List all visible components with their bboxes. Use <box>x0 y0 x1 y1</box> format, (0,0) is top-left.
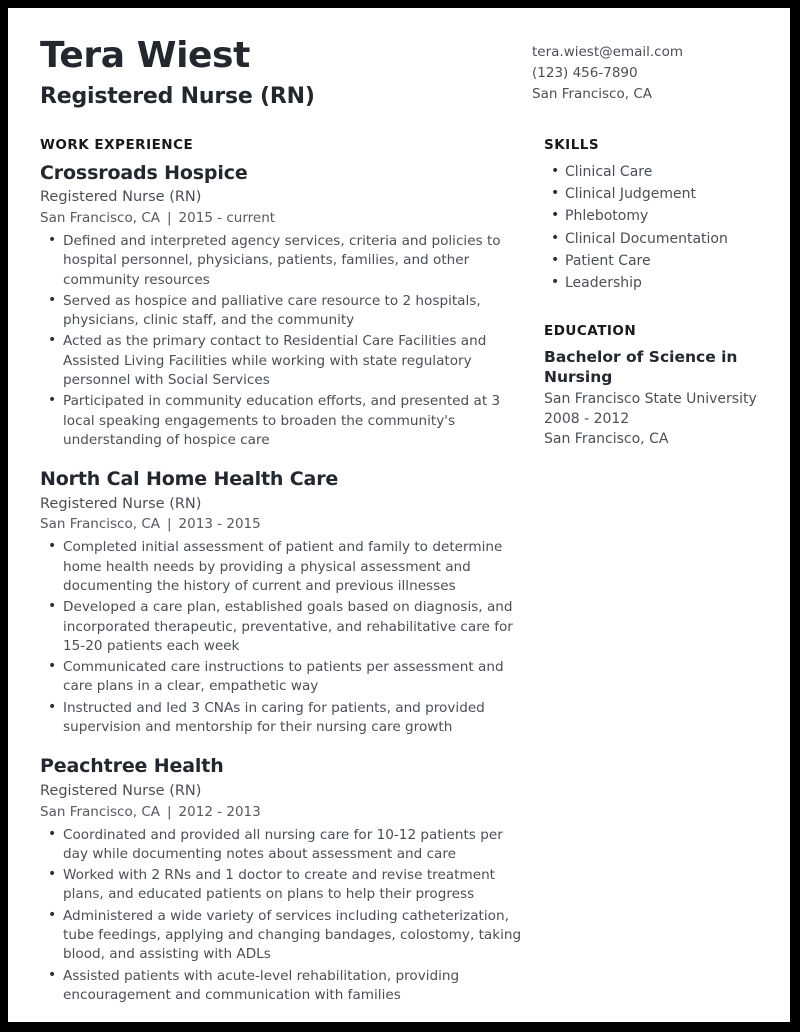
bullet-item: • Defined and interpreted agency services, criteria and policies to hospital personnel, physicians, patients, families, and other community resources <box>40 232 530 290</box>
bullet-item: • Developed a care plan, established goals based on diagnosis, and incorporated therapeutic, preventative, and rehabilitative care for 15-20 patients each week <box>40 598 530 656</box>
work-entry-meta <box>40 515 530 534</box>
bullet-item: • Worked with 2 RNs and 1 doctor to create and revise treatment plans, and educated patients on plans to help their progress <box>40 866 530 905</box>
skills-list <box>544 162 770 294</box>
sidebar-column <box>544 137 770 450</box>
education-degree: Bachelor of Science in Nursing <box>544 348 738 386</box>
meta-separator: | <box>166 516 172 533</box>
bullet-item: • Completed initial assessment of patient and family to determine home health needs by providing a physical assessment and documenting the history of current and previous illnesses <box>40 538 530 596</box>
skill-item: • Leadership <box>544 273 770 293</box>
resume-header <box>40 36 764 111</box>
skills-section <box>544 137 770 294</box>
work-entry-meta <box>40 209 530 228</box>
work-entry-bullets <box>40 826 530 1006</box>
resume-body <box>40 137 764 1008</box>
work-entry-role: Registered Nurse (RN) <box>40 495 202 512</box>
bullet-item: • Communicated care instructions to patients per assessment and care plans in a clear, empathetic way <box>40 658 530 697</box>
work-entry-location: San Francisco, CA <box>40 803 160 820</box>
bullet-item: • Coordinated and provided all nursing care for 10-12 patients per day while documenting notes about assessment and care <box>40 826 530 865</box>
work-experience-column <box>40 137 544 1008</box>
contact-phone[interactable]: (123) 456-7890 <box>532 64 638 81</box>
contact-location: San Francisco, CA <box>532 85 652 102</box>
work-entry-location: San Francisco, CA <box>40 210 160 227</box>
contact-email[interactable]: tera.wiest@email.com <box>532 44 683 60</box>
skill-item: • Phlebotomy <box>544 206 770 226</box>
work-entry-role: Registered Nurse (RN) <box>40 783 202 800</box>
work-entry-organization: Crossroads Hospice <box>40 161 248 184</box>
work-entry-organization: North Cal Home Health Care <box>40 468 339 491</box>
education-dates: 2008 - 2012 <box>544 411 630 428</box>
work-entry-role: Registered Nurse (RN) <box>40 189 202 206</box>
work-entry-dates: 2012 - 2013 <box>178 803 261 820</box>
work-entry-organization: Peachtree Health <box>40 755 224 778</box>
work-entry-bullets <box>40 232 530 450</box>
work-entry-dates: 2015 - current <box>178 210 276 227</box>
bullet-item: • Assisted patients with acute-level rehabilitation, providing encouragement and communication with families <box>40 967 530 1006</box>
contact-block <box>532 36 764 105</box>
candidate-name: Tera Wiest <box>40 35 250 76</box>
work-entry <box>40 162 530 450</box>
skill-item: • Patient Care <box>544 251 770 271</box>
work-entry <box>40 468 530 737</box>
work-entry <box>40 755 530 1005</box>
bullet-item: • Acted as the primary contact to Residential Care Facilities and Assisted Living Facilities while working with state regulatory personnel with Social Services <box>40 332 530 390</box>
resume-page <box>8 8 790 1022</box>
meta-separator: | <box>166 210 172 227</box>
work-experience-heading: WORK EXPERIENCE <box>40 136 194 153</box>
skill-item: • Clinical Documentation <box>544 229 770 249</box>
work-entry-location: San Francisco, CA <box>40 516 160 533</box>
education-section <box>544 323 770 449</box>
header-identity <box>40 36 315 111</box>
candidate-job-title: Registered Nurse (RN) <box>40 84 315 110</box>
skill-item: • Clinical Care <box>544 162 770 182</box>
education-location: San Francisco, CA <box>544 430 669 447</box>
bullet-item: • Served as hospice and palliative care resource to 2 hospitals, physicians, clinic staff, and the community <box>40 292 530 331</box>
work-entry-bullets <box>40 538 530 737</box>
education-heading: EDUCATION <box>544 323 637 340</box>
skill-item: • Clinical Judgement <box>544 184 770 204</box>
bullet-item: • Instructed and led 3 CNAs in caring for patients, and provided supervision and mentorship for their nursing care growth <box>40 699 530 738</box>
meta-separator: | <box>166 803 172 820</box>
work-entry-meta <box>40 803 530 822</box>
work-entry-dates: 2013 - 2015 <box>178 516 261 533</box>
bullet-item: • Administered a wide variety of services including catheterization, tube feedings, applying and changing bandages, colostomy, taking blood, and assisting with ADLs <box>40 907 530 965</box>
education-school: San Francisco State University <box>544 391 757 408</box>
skills-heading: SKILLS <box>544 136 600 153</box>
bullet-item: • Participated in community education efforts, and presented at 3 local speaking engagements to broaden the community's understanding of hospice care <box>40 392 530 450</box>
